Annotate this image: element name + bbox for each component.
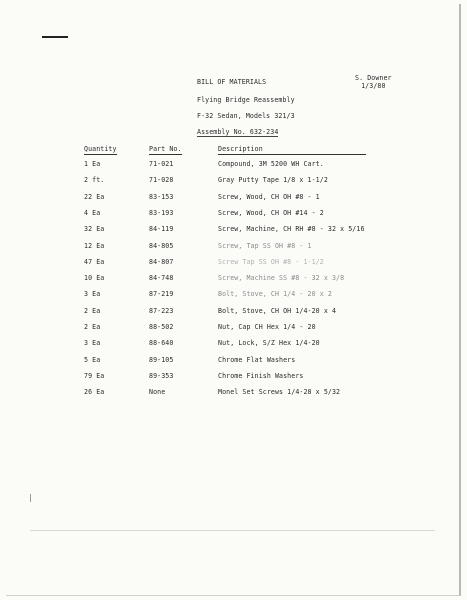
quantity-cell: 2 Ea (84, 306, 101, 315)
part-number-cell: 87-223 (149, 306, 174, 315)
table-row (0, 372, 467, 382)
table-row (0, 242, 467, 252)
description-cell: Bolt, Stove, CH OH 1/4-20 x 4 (218, 306, 337, 315)
quantity-cell: 2 Ea (84, 323, 101, 331)
quantity-cell: 26 Ea (84, 388, 105, 397)
part-number-cell: 88-640 (149, 339, 174, 348)
description-cell: Screw, Machine SS #8 - 32 x 3/8 (218, 274, 345, 283)
quantity-cell: 10 Ea (84, 274, 105, 283)
header-quantity: Quantity (84, 145, 117, 153)
part-number-cell: 87-219 (149, 290, 174, 299)
table-row (0, 160, 467, 170)
description-cell: Screw, Wood, CH OH #8 - 1 (218, 192, 320, 201)
header-rule (218, 154, 366, 155)
description-cell: Nut, Cap CH Hex 1/4 - 20 (218, 323, 316, 331)
assembly-number: Assembly No. 632-234 (197, 128, 279, 136)
table-row (0, 176, 467, 186)
table-row (0, 290, 467, 300)
margin-speck (30, 494, 31, 502)
quantity-cell: 2 ft. (84, 176, 105, 185)
table-row (0, 323, 467, 333)
description-cell: Screw, Machine, CH RH #8 - 32 x 5/16 (218, 225, 365, 234)
quantity-cell: 3 Ea (84, 290, 101, 299)
quantity-cell: 4 Ea (84, 208, 101, 217)
description-cell: Chrome Flat Washers (218, 355, 296, 364)
quantity-cell: 79 Ea (84, 371, 105, 380)
description-cell: Chrome Finish Washers (218, 371, 304, 380)
table-row (0, 356, 467, 366)
author-name: S. Downer (355, 74, 392, 82)
table-row (0, 388, 467, 398)
part-number-cell: 84-748 (149, 274, 174, 283)
table-row (0, 339, 467, 349)
quantity-cell: 3 Ea (84, 339, 101, 348)
model-line: F-32 Sedan, Models 321/3 (197, 112, 295, 120)
table-row (0, 307, 467, 317)
document-title: BILL OF MATERIALS (197, 78, 267, 86)
quantity-cell: 32 Ea (84, 225, 105, 234)
quantity-cell: 47 Ea (84, 257, 105, 266)
part-number-cell: 84-805 (149, 241, 174, 250)
quantity-cell: 1 Ea (84, 160, 101, 168)
part-number-cell: 83-193 (149, 208, 174, 217)
quantity-cell: 12 Ea (84, 241, 105, 250)
table-row (0, 209, 467, 219)
document-subtitle: Flying Bridge Reassembly (197, 96, 295, 104)
table-row (0, 193, 467, 203)
description-cell: Gray Putty Tape 1/8 x 1-1/2 (218, 176, 328, 185)
part-number-cell: 84-807 (149, 257, 174, 266)
header-part-no: Part No. (149, 145, 182, 153)
quantity-cell: 22 Ea (84, 192, 105, 201)
header-description: Description (218, 145, 263, 153)
table-row (0, 258, 467, 268)
part-number-cell: 83-153 (149, 192, 174, 201)
description-cell: Bolt, Stove, CH 1/4 - 20 x 2 (218, 290, 332, 299)
document-date: 1/3/80 (361, 82, 386, 90)
part-number-cell: 88-502 (149, 323, 174, 331)
part-number-cell: 89-353 (149, 371, 174, 380)
author-block (355, 74, 392, 90)
table-row (0, 225, 467, 235)
margin-mark (42, 36, 68, 38)
description-cell: Screw, Wood, CH OH #14 - 2 (218, 208, 324, 217)
description-cell: Compound, 3M 5200 WH Cart. (218, 160, 324, 168)
table-row (0, 274, 467, 284)
part-number-cell: 71-028 (149, 176, 174, 185)
description-cell: Screw, Tap SS OH #8 - 1 (218, 241, 312, 250)
description-cell: Nut, Lock, S/Z Hex 1/4-20 (218, 339, 320, 348)
description-cell: Monel Set Screws 1/4-28 x 5/32 (218, 388, 341, 397)
part-number-cell: 84-119 (149, 225, 174, 234)
part-number-cell: None (149, 388, 166, 397)
part-number-cell: 71-021 (149, 160, 174, 168)
page-fold-line (30, 530, 435, 531)
description-cell: Screw Tap SS OH #8 - 1-1/2 (218, 257, 324, 266)
part-number-cell: 89-105 (149, 355, 174, 364)
quantity-cell: 5 Ea (84, 355, 101, 364)
